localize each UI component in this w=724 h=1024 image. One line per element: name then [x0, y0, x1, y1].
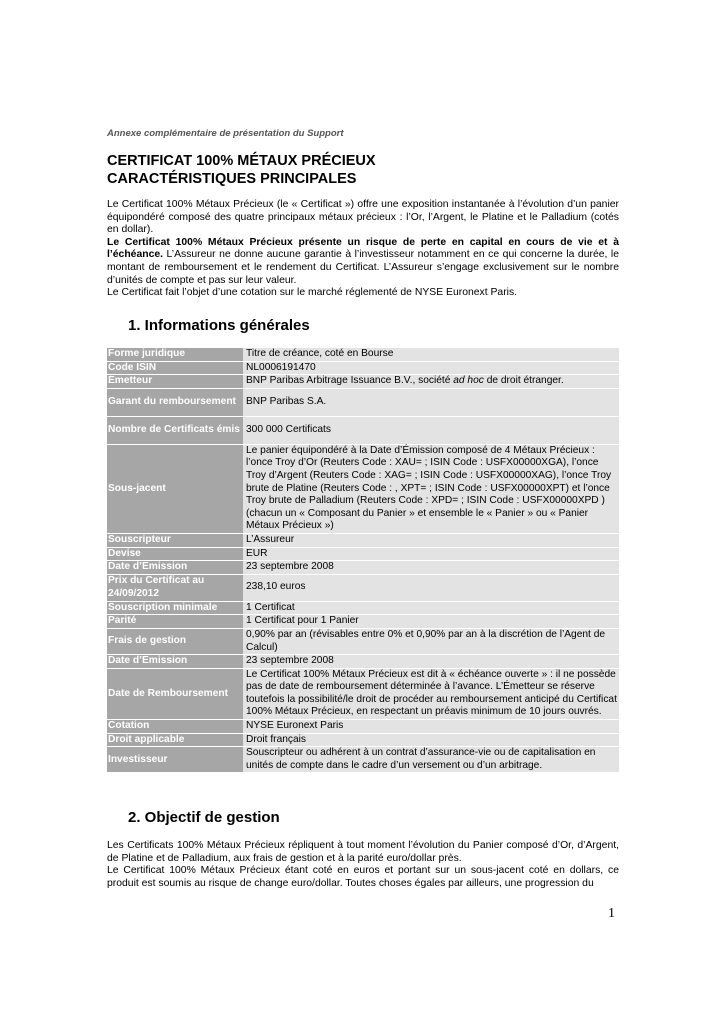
table-row	[107, 388, 619, 416]
risk-warning: Le Certificat 100% Métaux Précieux présente un risque de perte en capital en cours de vie et à l’échéance.	[107, 236, 619, 261]
page-number: 1	[608, 906, 615, 921]
row-value: L’Assureur	[243, 533, 619, 547]
row-key: Frais de gestion	[107, 628, 243, 654]
row-value	[243, 375, 619, 389]
row-value: 1 Certificat pour 1 Panier	[243, 615, 619, 629]
row-key: Droit applicable	[107, 733, 243, 747]
table-row	[107, 720, 619, 734]
issuer-text-end: de droit étranger.	[483, 375, 564, 387]
annex-label: Annexe complémentaire de présentation du Support	[107, 128, 344, 139]
intro-text	[107, 199, 619, 300]
table-row	[107, 628, 619, 654]
table-row	[107, 444, 619, 533]
table-row	[107, 668, 619, 719]
row-value: 0,90% par an (révisables entre 0% et 0,90% par an à la discrétion de l’Agent de Calcul)	[243, 628, 619, 654]
table-row	[107, 416, 619, 444]
row-key: Parité	[107, 615, 243, 629]
row-key: Souscripteur	[107, 533, 243, 547]
row-value: BNP Paribas S.A.	[243, 388, 619, 416]
table-row	[107, 348, 619, 361]
table-row	[107, 601, 619, 615]
row-key: Investisseur	[107, 747, 243, 773]
issuer-text: BNP Paribas Arbitrage Issuance B.V., société	[246, 375, 454, 387]
row-key: Date d’Emission	[107, 561, 243, 575]
row-key: Date de Remboursement	[107, 668, 243, 719]
intro-paragraph-2	[107, 237, 619, 287]
row-key: Émetteur	[107, 375, 243, 389]
row-key: Devise	[107, 547, 243, 561]
general-info-table	[107, 348, 619, 773]
intro-paragraph-3: Le Certificat fait l’objet d’une cotation sur le marché réglementé de NYSE Euronext Paris.	[107, 287, 518, 299]
table-row	[107, 547, 619, 561]
row-key: Garant du remboursement	[107, 388, 243, 416]
table-row	[107, 655, 619, 669]
row-value: 300 000 Certificats	[243, 416, 619, 444]
intro-paragraph-2-rest: L’Assureur ne donne aucune garantie à l’investisseur notamment en ce qui concerne la durée, le montant de remboursement et le rendement du Certificat. L’Assureur s’engage exclusivement sur le nombre d’unités de compte et pas sur leur valeur.	[107, 249, 619, 286]
issuer-italic: ad hoc	[453, 375, 484, 387]
row-value: NYSE Euronext Paris	[243, 720, 619, 734]
row-value: NL0006191470	[243, 361, 619, 375]
row-value: 23 septembre 2008	[243, 655, 619, 669]
row-key: Forme juridique	[107, 348, 243, 361]
row-value: 238,10 euros	[243, 574, 619, 601]
row-key: Code ISIN	[107, 361, 243, 375]
intro-paragraph-1: Le Certificat 100% Métaux Précieux (le « Certificat ») offre une exposition instantanée à l’évolution d’un panier équipondéré composé des quatre principaux métaux précieux : l’Or, l’Argent, le Platine et le Palladium (cotés en dollar).	[107, 199, 619, 236]
row-value: Souscripteur ou adhérent à un contrat d’assurance-vie ou de capitalisation en unités de compte dans le cadre d’un versement ou d’un arbitrage.	[243, 747, 619, 773]
section-2-heading: 2. Objectif de gestion	[128, 809, 280, 826]
table-row	[107, 615, 619, 629]
row-key: Date d’Emission	[107, 655, 243, 669]
row-value: EUR	[243, 547, 619, 561]
row-value: Le panier équipondéré à la Date d’Émission composé de 4 Métaux Précieux : l’once Troy d’Or (Reuters Code : XAU= ; ISIN Code : USFX00000XGA), l’once Troy d’Argent (Reuters Code : XAG= ; ISIN Code : USFX00000XAG), l’once Troy brute de Platine (Reuters Code : , XPT= ; ISIN Code : USFX00000XPT) et l’once Troy brute de Palladium (Reuters Code : XPD= ; ISIN Code : USFX00000XPD ) (chacun un « Composant du Panier » et ensemble le « Panier » ou « Panier Métaux Précieux »)	[243, 444, 619, 533]
row-value: 23 septembre 2008	[243, 561, 619, 575]
objective-text	[107, 840, 619, 890]
section-1-heading: 1. Informations générales	[128, 317, 310, 334]
row-value: Droit français	[243, 733, 619, 747]
table-row	[107, 561, 619, 575]
row-key: Sous-jacent	[107, 444, 243, 533]
table-row	[107, 533, 619, 547]
objective-paragraph-2: Le Certificat 100% Métaux Précieux étant coté en euros et portant sur un sous-jacent coté en dollars, ce produit est soumis au risque de change euro/dollar. Toutes choses égales par ailleurs, une progression du	[107, 865, 619, 889]
row-value: 1 Certificat	[243, 601, 619, 615]
row-key: Nombre de Certificats émis	[107, 416, 243, 444]
table-row	[107, 747, 619, 773]
row-value: Le Certificat 100% Métaux Précieux est dit à « échéance ouverte » : il ne possède pas de date de remboursement déterminée à l’avance. L’Émetteur se réserve toutefois la possibilité/le droit de procéder au remboursement anticipé du Certificat 100% Métaux Précieux, en respectant un préavis minimum de 10 jours ouvrés.	[243, 668, 619, 719]
title-line-1: CERTIFICAT 100% MÉTAUX PRÉCIEUX	[107, 153, 376, 169]
row-key: Prix du Certificat au 24/09/2012	[107, 574, 243, 601]
row-key: Souscription minimale	[107, 601, 243, 615]
row-value: Titre de créance, coté en Bourse	[243, 348, 619, 361]
table-row	[107, 375, 619, 389]
row-key: Cotation	[107, 720, 243, 734]
objective-paragraph-1: Les Certificats 100% Métaux Précieux répliquent à tout moment l’évolution du Panier composé d’Or, d’Argent, de Platine et de Palladium, aux frais de gestion et à la parité euro/dollar près.	[107, 840, 619, 864]
title-line-2: CARACTÉRISTIQUES PRINCIPALES	[107, 171, 357, 187]
table-row	[107, 361, 619, 375]
table-row	[107, 733, 619, 747]
document-title	[107, 152, 627, 188]
table-row	[107, 574, 619, 601]
